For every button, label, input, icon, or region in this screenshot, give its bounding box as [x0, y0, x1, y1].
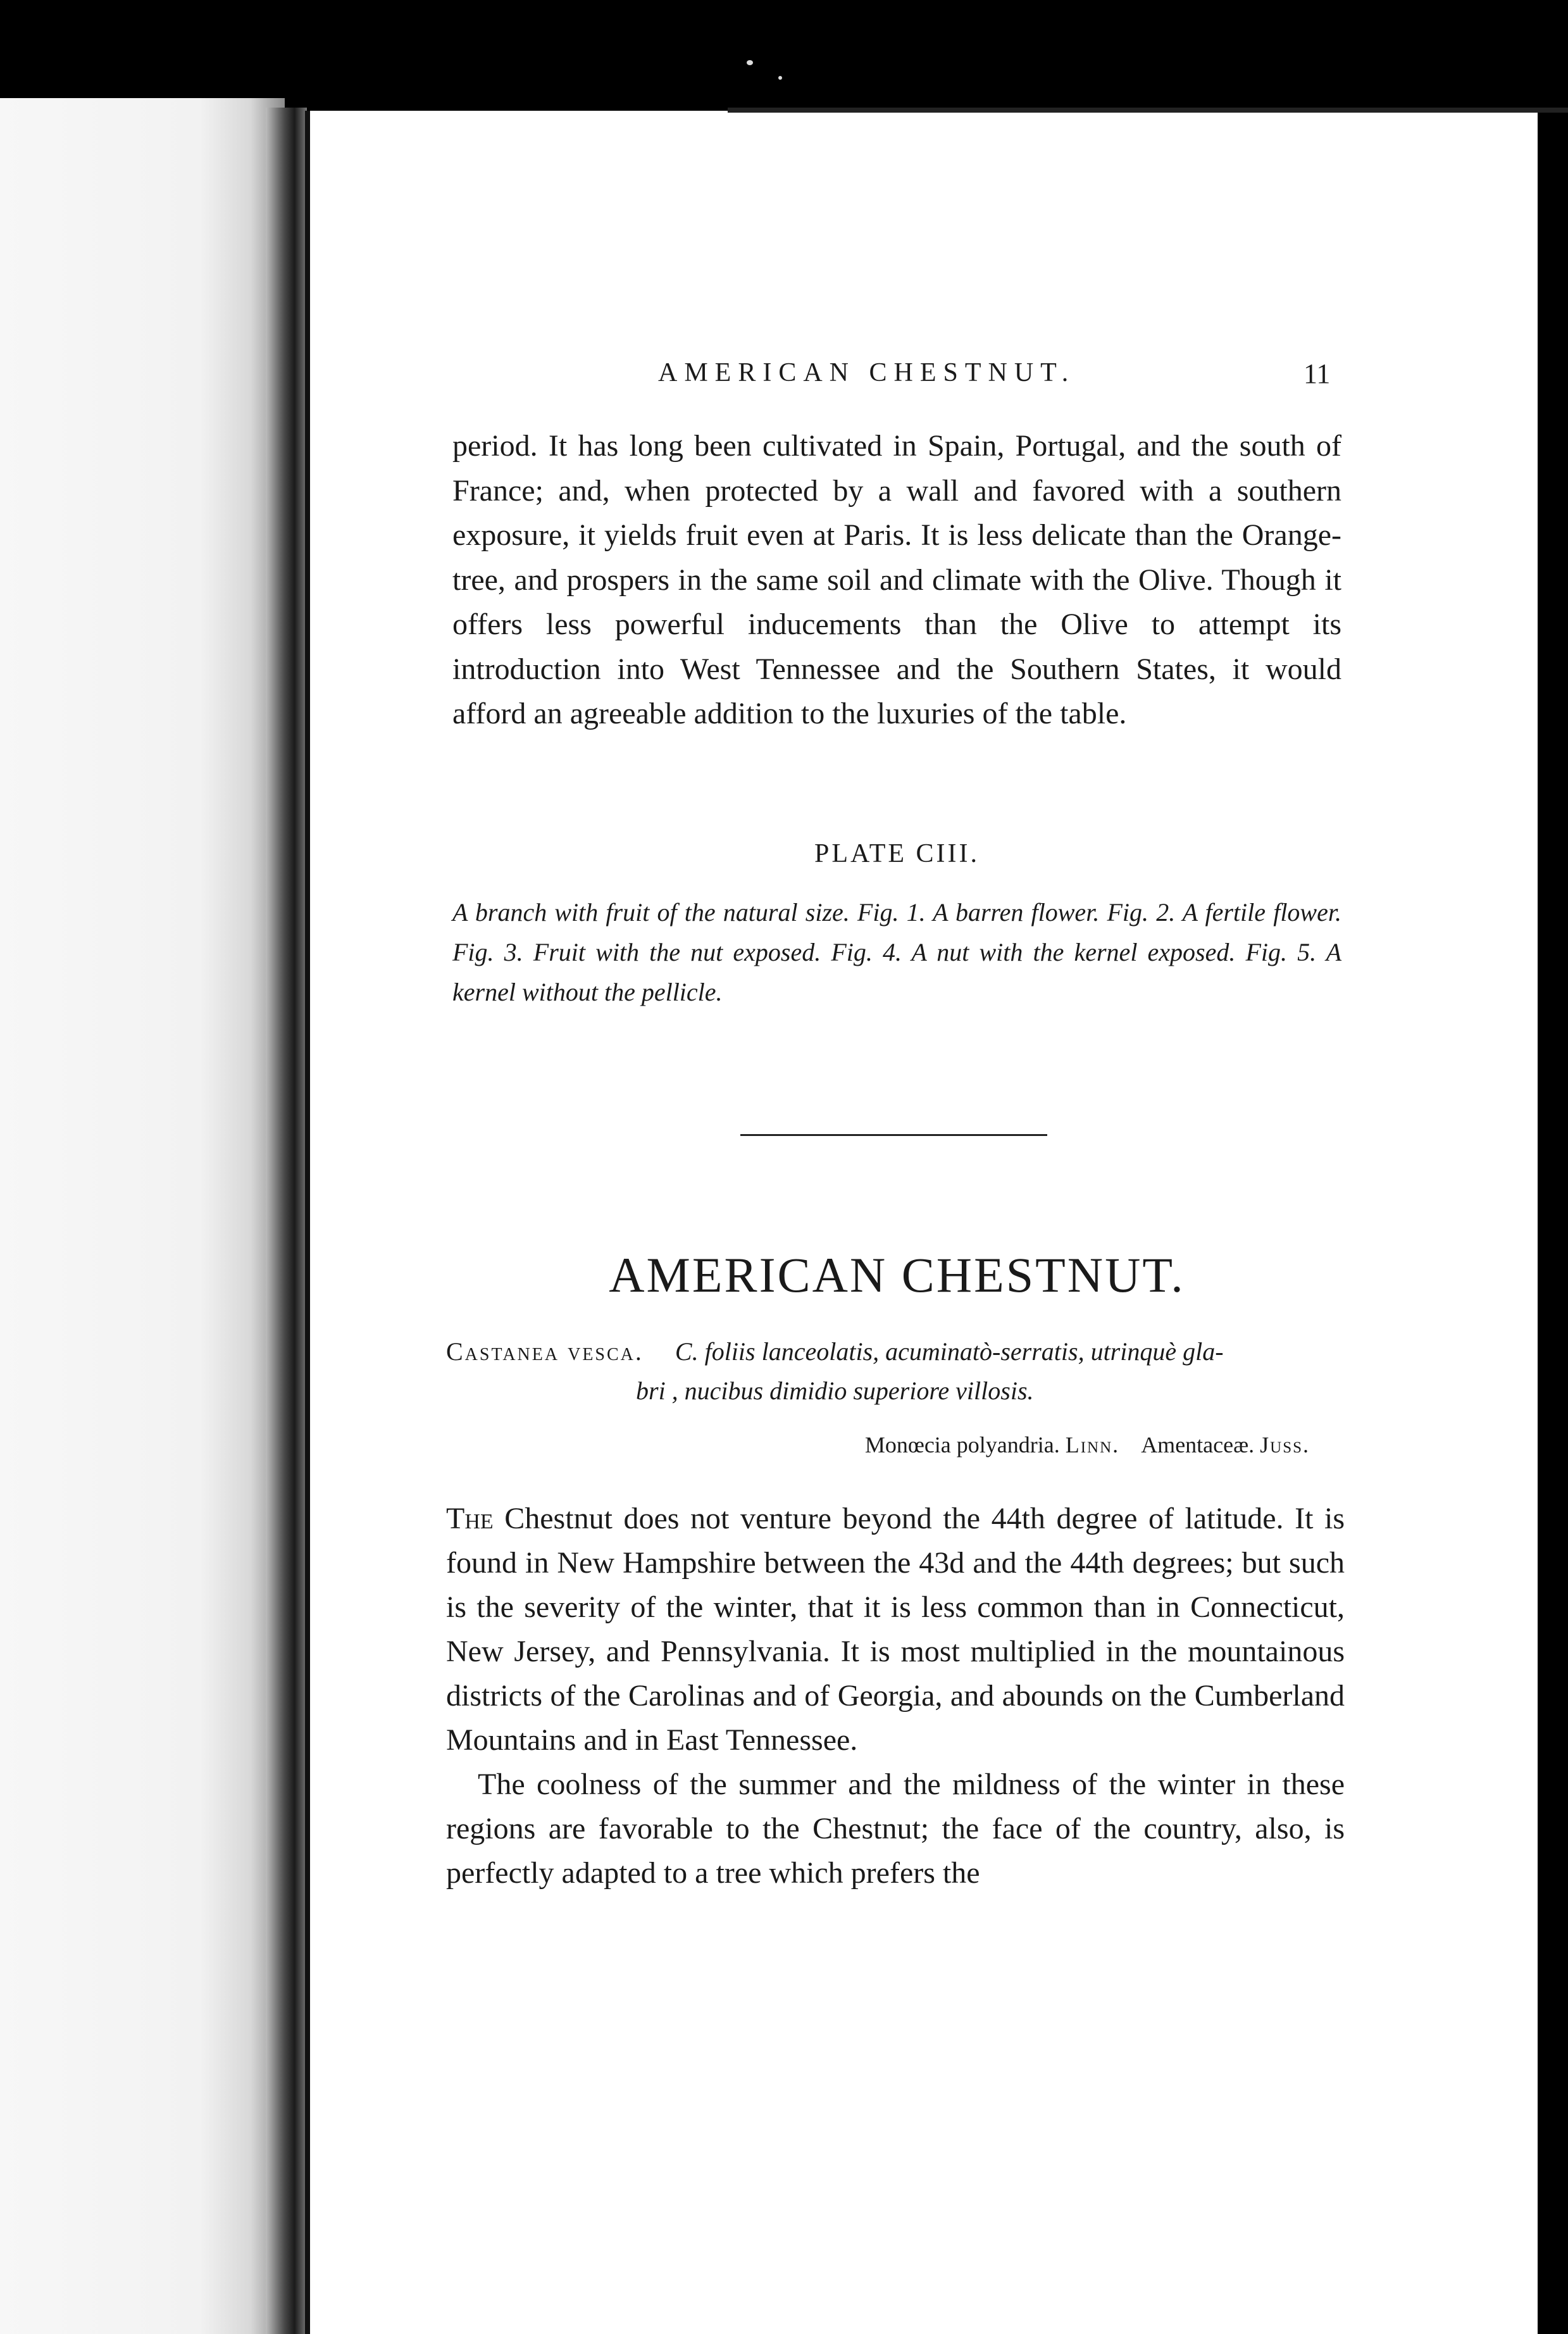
plate-caption: A branch with fruit of the natural size. Fig. 1. A barren flower. Fig. 2. A fertile flower. Fig. 3. Fruit with the nut exposed. Fig. 4. A nut with the kernel exposed. Fig. 5. A kernel without the pellicle. — [452, 898, 1341, 1006]
species-latin-line2: bri , nucibus dimidio superiore villosis. — [636, 1376, 1034, 1405]
species-latin-line1: C. foliis lanceolatis, acuminatò-serratis, utrinquè gla- — [675, 1337, 1224, 1366]
classification-juss: Juss. — [1260, 1432, 1310, 1457]
classification-linn: Linn. — [1065, 1432, 1120, 1457]
article-title: AMERICAN CHESTNUT. — [609, 1247, 1185, 1302]
body-paragraph-2: The coolness of the summer and the mildness of the winter in these regions are favorable to the Chestnut; the face of the country, also, is perfectly adapted to a tree which prefers the — [446, 1768, 1345, 1890]
classification-class: Monœcia polyandria. — [864, 1432, 1060, 1457]
species-description — [446, 1332, 1351, 1411]
section-divider — [740, 1134, 1047, 1136]
running-head: AMERICAN CHESTNUT. — [658, 358, 1076, 387]
book-gutter — [266, 108, 307, 2334]
page-edge — [1538, 111, 1568, 2334]
continuation-text: period. It has long been cultivated in Spain, Portugal, and the south of France; and, when protected by a wall and favored with a southern exposure, it yields fruit even at Paris. It is less delicate than the Orange-tree, and prospers in the same soil and climate with the Olive. Though it offers less powerful inducements than the Olive to attempt its introduction into West Tennessee and the Southern States, it would afford an agreeable addition to the luxuries of the table. — [452, 429, 1341, 730]
article-body — [446, 1497, 1345, 1895]
plate-title: PLATE CIII. — [814, 839, 980, 868]
body-paragraph-1 — [446, 1497, 1345, 1763]
facing-page — [0, 98, 285, 2334]
page-top-edge — [728, 108, 1568, 113]
body-paragraph-1-text: Chestnut does not venture beyond the 44th degree of latitude. It is found in New Hampshire between the 43d and the 44th degrees; but such is the severity of the winter, that it is less common than in Connecticut, New Jersey, and Pennsylvania. It is most multiplied in the mountainous districts of the Carolinas and of Georgia, and abounds on the Cumberland Mountains and in East Tennessee. — [446, 1502, 1345, 1757]
page-number: 11 — [1304, 358, 1331, 389]
species-name: Castanea vesca. — [446, 1337, 644, 1366]
classification-family: Amentaceæ. — [1141, 1432, 1255, 1457]
continuation-paragraph — [452, 424, 1341, 737]
classification — [772, 1432, 1310, 1458]
lead-word: The — [446, 1502, 494, 1535]
